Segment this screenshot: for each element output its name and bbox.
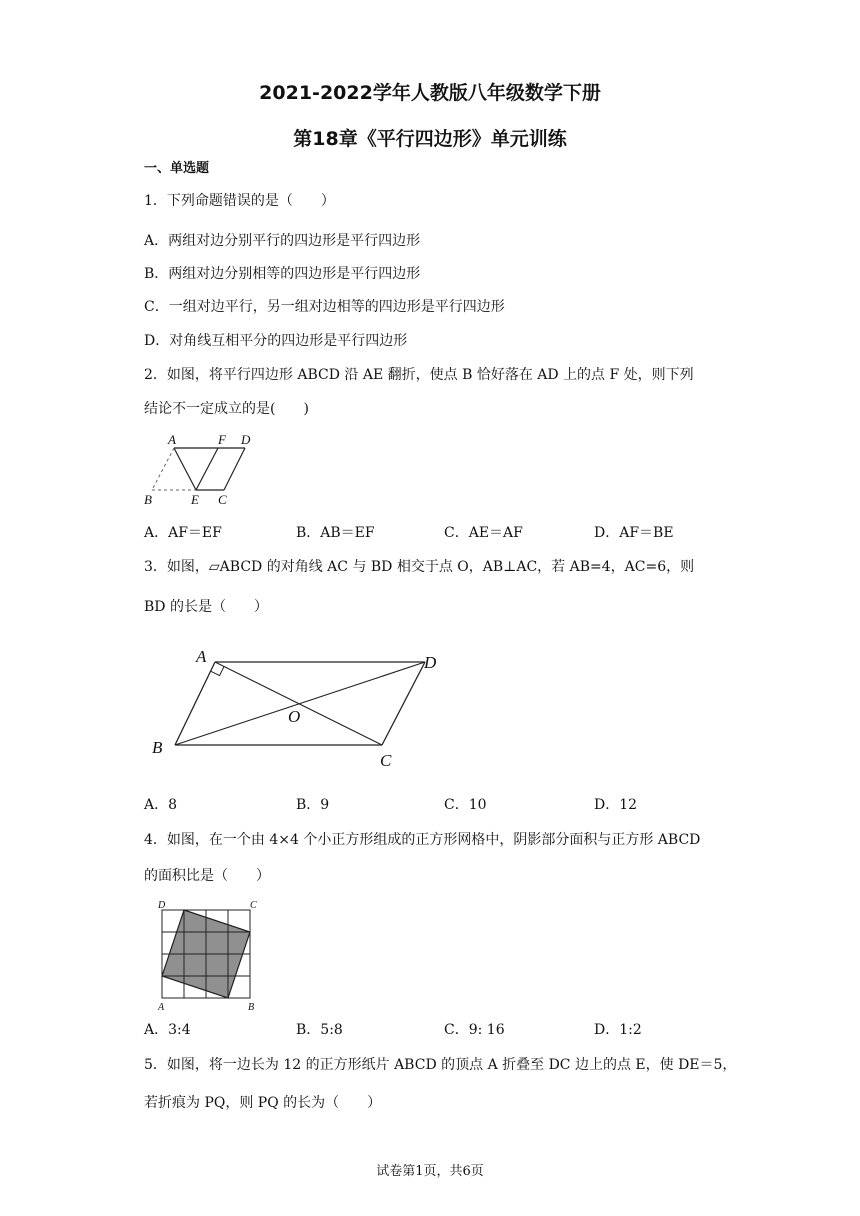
q3-stem-line-1: 3．如图，▱ABCD 的对角线 AC 与 BD 相交于点 O，AB⊥AC，若 AB=4，AC=6，则 [144,559,695,575]
q3-label-d: D [424,653,437,672]
q3-stem-line-2: BD 的长是（ ） [144,599,268,615]
q4-option-c: C．9: 16 [444,1022,505,1038]
q2-label-a: A [168,432,176,447]
section-heading: 一、单选题 [144,161,210,176]
q2-option-b: B．AB＝EF [296,525,375,541]
q2-label-e: E [191,492,199,507]
q3-parallelogram-figure [140,640,460,775]
q4-label-d: D [158,900,166,911]
q1-stem: 1．下列命题错误的是（ ） [144,193,335,209]
q5-stem-line-2: 若折痕为 PQ，则 PQ 的长为（ ） [144,1095,382,1111]
q5-stem-line-1: 5．如图，将一边长为 12 的正方形纸片 ABCD 的顶点 A 折叠至 DC 边上的点 E，使 DE＝5， [144,1057,737,1073]
q2-stem-line-2: 结论不一定成立的是( ) [144,401,309,417]
q4-stem-line-2: 的面积比是（ ） [144,868,270,884]
q4-grid-figure [150,898,265,1013]
q2-label-d: D [241,432,251,447]
title-line-2: 第18章《平行四边形》单元训练 [293,128,567,150]
q1-option-b: B．两组对边分别相等的四边形是平行四边形 [144,266,421,282]
q3-option-d: D．12 [594,797,638,813]
q4-option-b: B．5:8 [296,1022,343,1038]
q3-option-b: B．9 [296,797,330,813]
q1-option-c: C．一组对边平行，另一组对边相等的四边形是平行四边形 [144,299,505,315]
q4-stem-line-1: 4．如图，在一个由 4×4 个小正方形组成的正方形网格中，阴影部分面积与正方形 ABCD [144,832,701,848]
q4-option-d: D．1:2 [594,1022,642,1038]
q3-label-o: O [288,707,301,726]
q3-option-a: A．8 [144,797,178,813]
q3-label-b: B [152,738,163,757]
q4-option-a: A．3:4 [144,1022,191,1038]
q2-option-a: A．AF＝EF [144,525,222,541]
page-footer: 试卷第1页，共6页 [376,1164,484,1179]
q3-option-c: C．10 [444,797,487,813]
q2-option-d: D．AF＝BE [594,525,674,541]
q2-stem-line-1: 2．如图，将平行四边形 ABCD 沿 AE 翻折，使点 B 恰好落在 AD 上的点 F 处，则下列 [144,367,694,383]
q1-option-a: A．两组对边分别平行的四边形是平行四边形 [144,233,421,249]
q3-label-a: A [196,647,207,666]
q2-label-c: C [218,492,227,507]
q4-label-a: A [158,1002,165,1013]
q2-parallelogram-figure [140,430,270,510]
title-line-1: 2021-2022学年人教版八年级数学下册 [259,82,601,104]
q2-label-b: B [144,492,152,507]
q2-option-c: C．AE＝AF [444,525,523,541]
q1-option-d: D．对角线互相平分的四边形是平行四边形 [144,333,408,349]
q3-label-c: C [380,751,392,770]
q4-label-b: B [248,1002,255,1013]
q2-label-f: F [218,432,226,447]
q4-label-c: C [250,900,257,911]
